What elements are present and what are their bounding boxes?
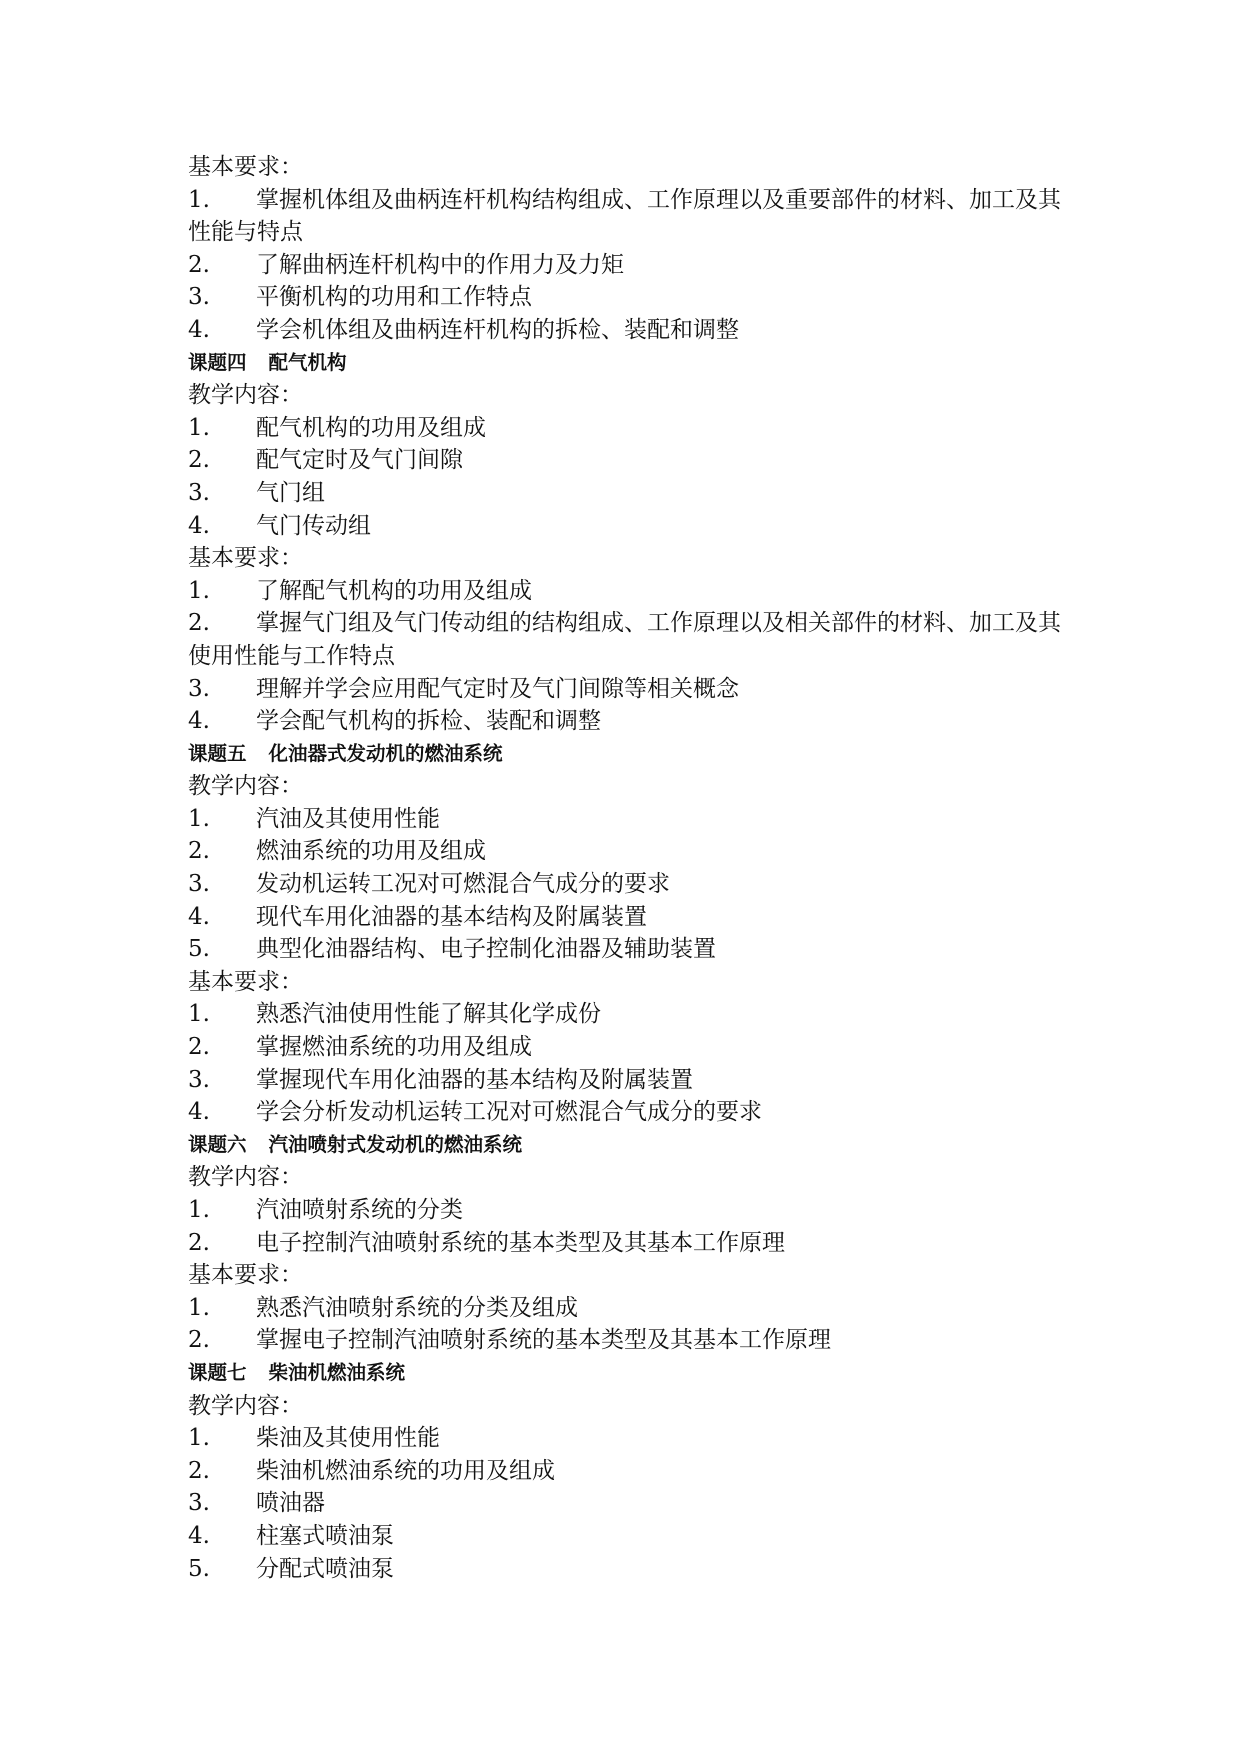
list-item-text: 汽油喷射系统的分类 <box>256 1197 463 1223</box>
list-item-text: 熟悉汽油喷射系统的分类及组成 <box>256 1294 578 1321</box>
list-item-number: 2. <box>188 838 210 865</box>
list-item <box>188 314 1068 347</box>
list-item <box>188 1455 1068 1488</box>
list-item-text: 柱塞式喷油泵 <box>256 1522 394 1549</box>
list-item <box>188 1227 1068 1260</box>
list-item <box>188 184 1068 249</box>
list-item-text: 喷油器 <box>256 1490 325 1517</box>
list-item <box>188 1520 1068 1553</box>
list-item-number: 4. <box>188 1522 210 1549</box>
list-item-number: 5. <box>188 1555 210 1582</box>
section-label: 基本要求： <box>188 545 303 572</box>
list-item-text: 学会分析发动机运转工况对可燃混合气成分的要求 <box>256 1099 762 1126</box>
list-item-number: 2. <box>188 1457 210 1484</box>
list-item <box>188 998 1068 1031</box>
list-item <box>188 868 1068 901</box>
document-page <box>188 151 1068 1585</box>
list-item-text: 学会机体组及曲柄连杆机构的拆检、装配和调整 <box>256 316 739 343</box>
topic-title: 化油器式发动机的燃油系统 <box>268 741 503 765</box>
topic-title: 柴油机燃油系统 <box>268 1360 406 1384</box>
list-item-number: 1. <box>188 186 210 213</box>
topic-heading <box>188 347 1068 380</box>
list-item-number: 2. <box>188 1327 210 1354</box>
topic-number: 课题六 <box>188 1132 247 1156</box>
topic-title: 汽油喷射式发动机的燃油系统 <box>268 1132 523 1156</box>
list-item-number: 1. <box>188 1001 210 1028</box>
topic-number: 课题七 <box>188 1360 247 1384</box>
list-item-number: 3. <box>188 1490 210 1517</box>
list-item-text: 燃油系统的功用及组成 <box>256 838 486 865</box>
list-item-number: 4. <box>188 1099 210 1126</box>
list-item-number: 2. <box>188 610 210 637</box>
list-item <box>188 1487 1068 1520</box>
list-item-number: 2. <box>188 251 210 278</box>
list-item-number: 3. <box>188 284 210 311</box>
section-label: 教学内容： <box>188 773 303 800</box>
list-item <box>188 901 1068 934</box>
list-item-text: 汽油及其使用性能 <box>256 805 440 832</box>
topic-number: 课题五 <box>188 741 247 765</box>
list-item-number: 1. <box>188 577 210 604</box>
list-item-number: 1. <box>188 1425 210 1452</box>
list-item-text: 现代车用化油器的基本结构及附属装置 <box>256 903 647 930</box>
section-label: 教学内容： <box>188 1164 303 1191</box>
list-item-text: 分配式喷油泵 <box>256 1555 394 1582</box>
section-label: 基本要求： <box>188 968 303 995</box>
list-item-number: 2. <box>188 1034 210 1061</box>
list-item <box>188 1064 1068 1097</box>
list-item-text: 配气定时及气门间隙 <box>256 447 463 474</box>
section-label: 教学内容： <box>188 382 303 409</box>
list-item-text: 发动机运转工况对可燃混合气成分的要求 <box>256 871 670 898</box>
list-item-text: 典型化油器结构、电子控制化油器及辅助装置 <box>256 936 716 963</box>
list-item-text: 理解并学会应用配气定时及气门间隙等相关概念 <box>256 675 739 702</box>
list-item-text: 平衡机构的功用和工作特点 <box>256 284 532 311</box>
list-item <box>188 249 1068 282</box>
list-item <box>188 444 1068 477</box>
topic-number: 课题四 <box>188 350 247 374</box>
list-item <box>188 1194 1068 1227</box>
list-item-number: 5. <box>188 936 210 963</box>
section-label: 基本要求： <box>188 1262 303 1289</box>
list-item-number: 2. <box>188 447 210 474</box>
list-item <box>188 412 1068 445</box>
list-item-number: 4. <box>188 512 210 539</box>
list-item-text: 柴油机燃油系统的功用及组成 <box>256 1457 555 1484</box>
list-item <box>188 281 1068 314</box>
list-item <box>188 705 1068 738</box>
list-item-number: 3. <box>188 1066 210 1093</box>
list-item <box>188 1324 1068 1357</box>
list-item-number: 1. <box>188 414 210 441</box>
section-label: 教学内容： <box>188 1392 303 1419</box>
list-item-text: 柴油及其使用性能 <box>256 1425 440 1452</box>
list-item <box>188 673 1068 706</box>
list-item-text: 掌握现代车用化油器的基本结构及附属装置 <box>256 1066 693 1093</box>
topic-heading <box>188 1357 1068 1390</box>
section-label: 基本要求： <box>188 154 303 180</box>
list-item-number: 1. <box>188 805 210 832</box>
topic-heading <box>188 1129 1068 1162</box>
list-item-number: 3. <box>188 871 210 898</box>
list-item-number: 4. <box>188 316 210 343</box>
list-item <box>188 477 1068 510</box>
list-item <box>188 1292 1068 1325</box>
list-item-text: 电子控制汽油喷射系统的基本类型及其基本工作原理 <box>256 1229 785 1256</box>
list-item-text: 学会配气机构的拆检、装配和调整 <box>256 708 601 735</box>
list-item <box>188 1553 1068 1586</box>
list-item-text: 掌握燃油系统的功用及组成 <box>256 1034 532 1061</box>
list-item <box>188 933 1068 966</box>
list-item-text: 了解配气机构的功用及组成 <box>256 577 532 604</box>
list-item <box>188 1031 1068 1064</box>
list-item-text: 配气机构的功用及组成 <box>256 414 486 441</box>
list-item-text: 掌握机体组及曲柄连杆机构结构组成、工作原理以及重要部件的材料、加工及其性能与特点 <box>188 186 1061 246</box>
list-item-number: 3. <box>188 675 210 702</box>
list-item-number: 4. <box>188 903 210 930</box>
list-item-number: 3. <box>188 479 210 506</box>
list-item-text: 掌握电子控制汽油喷射系统的基本类型及其基本工作原理 <box>256 1327 831 1354</box>
list-item-number: 4. <box>188 708 210 735</box>
list-item <box>188 510 1068 543</box>
list-item <box>188 803 1068 836</box>
topic-heading <box>188 738 1068 771</box>
list-item <box>188 1422 1068 1455</box>
list-item <box>188 1096 1068 1129</box>
list-item-text: 气门传动组 <box>256 512 371 539</box>
topic-title: 配气机构 <box>268 350 347 374</box>
list-item-text: 掌握气门组及气门传动组的结构组成、工作原理以及相关部件的材料、加工及其使用性能与工作特点 <box>188 610 1061 669</box>
list-item-number: 1. <box>188 1294 210 1321</box>
list-item-text: 熟悉汽油使用性能了解其化学成份 <box>256 1001 601 1028</box>
list-item-number: 2. <box>188 1229 210 1256</box>
list-item-text: 了解曲柄连杆机构中的作用力及力矩 <box>256 251 624 278</box>
list-item-text: 气门组 <box>256 479 325 506</box>
list-item <box>188 835 1068 868</box>
list-item <box>188 607 1068 672</box>
list-item-number: 1. <box>188 1197 210 1223</box>
list-item <box>188 575 1068 608</box>
